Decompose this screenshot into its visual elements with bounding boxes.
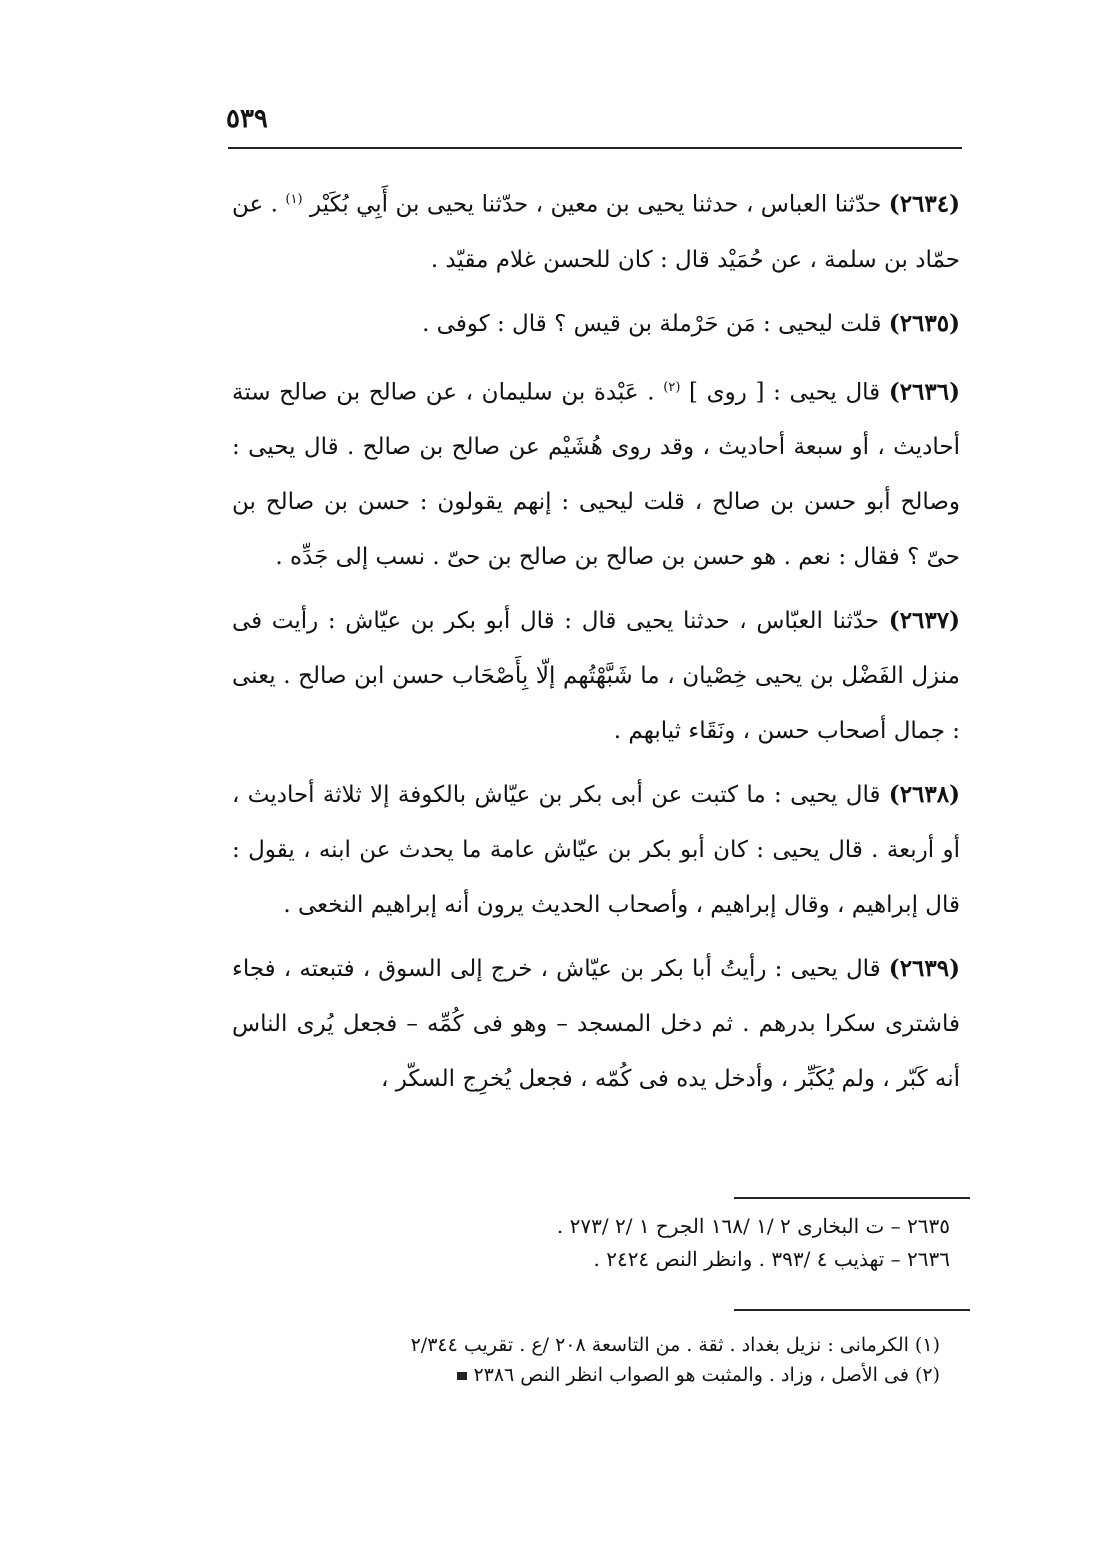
- paragraph-number: (٢٦٣٧): [888, 607, 960, 635]
- paragraph-2639: [232, 941, 960, 1107]
- paragraph-text: قال يحيى : [ روى ]: [689, 379, 881, 406]
- paragraph-2636: [232, 360, 960, 586]
- paragraph-number: (٢٦٣٨): [888, 781, 960, 809]
- header-rule: [228, 147, 962, 149]
- paragraph-2637: [232, 593, 960, 759]
- paragraph-text: . عَبْدة بن سليمان ، عن صالح بن صالح ستة أحاديث ، أو سبعة أحاديث ، وقد روى هُشَيْم عن صالح بن صالح . قال يحيى : وصالح أبو حسن بن صالح ، قلت ليحيى : إنهم يقولون : حسن بن صالح بن حىّ ؟ فقال : نعم . هو حسن بن صالح بن صالح بن حىّ . نسب إلى جَدِّه .: [232, 379, 960, 571]
- end-mark-icon: [457, 1372, 467, 1380]
- footnote-line: [240, 1360, 940, 1390]
- paragraph-text: حدّثنا العباس ، حدثنا يحيى بن معين ، حدّثنا يحيى بن أَبِي بُكَيْر: [309, 191, 882, 218]
- paragraph-number: (٢٦٣٤): [888, 190, 960, 218]
- page-number: ٥٣٩: [226, 104, 268, 134]
- paragraph-number: (٢٦٣٥): [888, 309, 960, 337]
- paragraph-text: حدّثنا العبّاس ، حدثنا يحيى قال : قال أبو بكر بن عيّاش : رأيت فى منزل الفَضْل بن يحيى خِصْيان ، ما شَبَّهْتُهم إلّا بِأَصْحَاب حسن ابن صالح . يعنى : جمال أصحاب حسن ، ونَقَاء ثيابهم .: [232, 608, 960, 745]
- footnote-line: (١) الكرمانى : نزيل بغداد . ثقة . من التاسعة ٢٠٨ /ع . تقريب ٢/٣٤٤: [410, 1334, 940, 1356]
- paragraph-text: قلت ليحيى : مَن حَرْملة بن قيس ؟ قال : كوفى .: [422, 310, 882, 337]
- paragraph-2634: [232, 172, 960, 288]
- reference-line: ٢٦٣٦ – تهذيب ٤ /٣٩٣ . وانظر النص ٢٤٢٤ .: [593, 1247, 950, 1271]
- paragraph-number: (٢٦٣٩): [888, 955, 960, 983]
- footnotes: [240, 1330, 940, 1390]
- paragraph-2638: [232, 767, 960, 933]
- reference-line: ٢٦٣٥ – ت البخارى ٢ /١ /١٦٨ الجرح ١ /٢ /٢٧٣ .: [556, 1214, 950, 1238]
- paragraph-text: قال يحيى : ما كتبت عن أبى بكر بن عيّاش بالكوفة إلا ثلاثة أحاديث ، أو أربعة . قال يحيى : كان أبو بكر بن عيّاش عامة ما يحدث عن ابنه ، يقول : قال إبراهيم ، وقال إبراهيم ، وأصحاب الحديث يرون أنه إبراهيم النخعى .: [232, 782, 960, 919]
- paragraph-text: قال يحيى : رأيتُ أبا بكر بن عيّاش ، خرج إلى السوق ، فتبعته ، فجاء فاشترى سكرا بدرهم . ثم دخل المسجد – وهو فى كُمِّه – فجعل يُرى الناس أنه كَبّر ، ولم يُكَبِّر ، وأدخل يده فى كُمّه ، فجعل يُخرِج السكّر ،: [232, 956, 960, 1093]
- main-text: [232, 172, 960, 1107]
- footnote-marker: (١): [285, 192, 303, 207]
- references: [480, 1210, 950, 1276]
- paragraph-2635: [232, 296, 960, 352]
- notes-rule: [734, 1309, 970, 1311]
- references-rule: [734, 1197, 970, 1199]
- paragraph-text: . عن حمّاد بن سلمة ، عن حُمَيْد قال : كان للحسن غلام مقيّد .: [232, 191, 960, 273]
- footnote-text: (٢) فى الأصل ، وزاد . والمثبت هو الصواب انظر النص ٢٣٨٦: [473, 1364, 940, 1386]
- paragraph-number: (٢٦٣٦): [888, 378, 961, 406]
- footnote-marker: (٢): [663, 379, 681, 395]
